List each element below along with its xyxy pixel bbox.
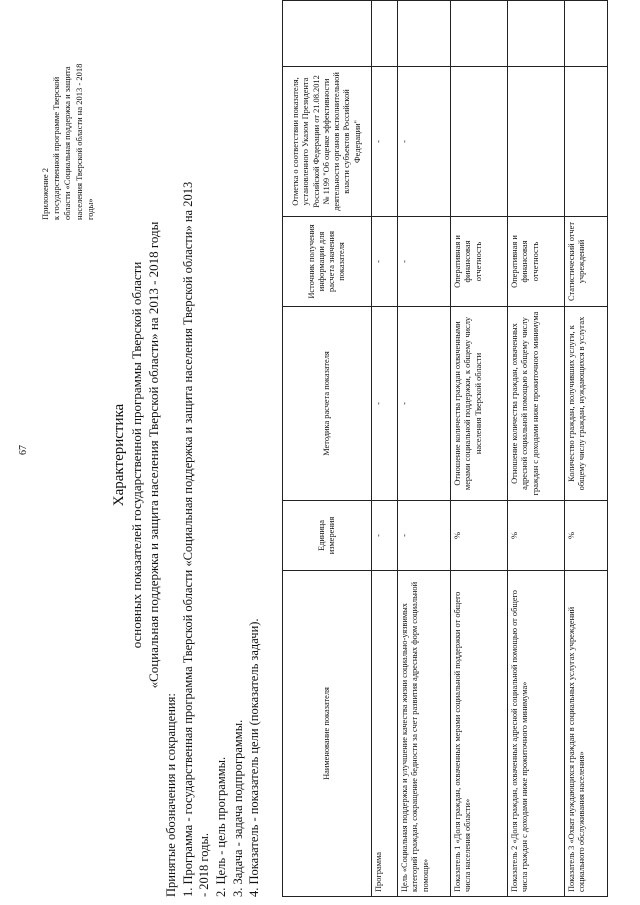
cell-unit: - <box>398 501 451 571</box>
cell-method: Количество граждан, получивших услуги, к общему числу граждан, нуждающихся в услугах <box>565 307 608 501</box>
table-row <box>451 1 508 897</box>
appendix-line: Приложение 2 <box>40 168 50 220</box>
table-row <box>508 1 565 897</box>
abbreviation-line: 3. Задача - задача подпрограммы. <box>230 719 245 897</box>
title-line-1: Характеристика <box>111 403 127 507</box>
appendix-line: годы» <box>84 198 95 220</box>
cell-source: Оперативная и финансовая отчетность <box>508 217 565 307</box>
header-empty <box>283 1 372 67</box>
cell-mark: - <box>372 67 398 217</box>
appendix-line: к государственной программе Тверской <box>51 76 62 220</box>
document-title <box>110 95 162 815</box>
cell-method: - <box>398 307 451 501</box>
page-number: 67 <box>18 445 29 455</box>
cell-name: Показатель 3 «Охват нуждающихся граждан в социальных услугах учреждений социального обслуживания населения» <box>565 571 608 897</box>
cell-source: Статистический отчет учреждений <box>565 217 608 307</box>
cell-empty <box>565 1 608 67</box>
cell-name: Показатель 2 «Доля граждан, охваченных адресной социальной помощью от общего числа граждан с доходами ниже прожиточного минимума» <box>508 571 565 897</box>
cell-name: Показатель 1 «Доля граждан, охваченных мерами социальной поддержки от общего числа населения области» <box>451 571 508 897</box>
cell-unit: % <box>451 501 508 571</box>
cell-name: Цель «Социальная поддержка и улучшение качества жизни социально-уязвимых категорий граждан, сокращение бедности за счет развития адресных форм социальной помощи» <box>398 571 451 897</box>
table-row <box>565 1 608 897</box>
cell-mark: - <box>398 67 451 217</box>
indicators-table <box>282 0 608 897</box>
cell-source: - <box>398 217 451 307</box>
abbreviations-heading: Принятые обозначения и сокращения: <box>164 693 178 897</box>
appendix-line: области «Социальная поддержка и защита <box>62 66 73 220</box>
cell-method: Отношение количества граждан охваченными мерами социальной поддержки, к общему числу населения Тверской области <box>451 307 508 501</box>
abbreviation-line: 2. Цель - цель программы. <box>213 756 228 897</box>
cell-name: Программа <box>372 571 398 897</box>
cell-empty <box>508 1 565 67</box>
appendix-note <box>40 5 96 220</box>
header-indicator-name: Наименование показателя <box>283 571 372 897</box>
cell-method: Отношение количества граждан, охваченных адресной социальной помощью к общему числу граждан с доходами ниже прожиточного минимума <box>508 307 565 501</box>
abbreviation-line: 4. Показатель - показатель цели (показатель задачи). <box>247 618 262 897</box>
cell-method: - <box>372 307 398 501</box>
cell-empty <box>451 1 508 67</box>
cell-source: Оперативная и финансовая отчетность <box>451 217 508 307</box>
table-row <box>372 1 398 897</box>
cell-unit: % <box>565 501 608 571</box>
cell-mark <box>565 67 608 217</box>
header-unit: Единица измерения <box>283 501 372 571</box>
cell-unit: - <box>372 501 398 571</box>
cell-empty <box>398 1 451 67</box>
cell-source: - <box>372 217 398 307</box>
title-line-2: основных показателей государственной программы Тверской области <box>129 261 145 649</box>
cell-mark <box>508 67 565 217</box>
table-row <box>398 1 451 897</box>
abbreviation-line: 1. Программа - государственная программа Тверской области «Социальная поддержка и защита населения Тверской области» на 2013 <box>180 181 195 897</box>
header-method: Методика расчета показателя <box>283 307 372 501</box>
cell-empty <box>372 1 398 67</box>
abbreviations-block <box>163 0 263 897</box>
cell-mark <box>451 67 508 217</box>
appendix-line: населения Тверской области на 2013 - 2018 <box>73 63 84 220</box>
table-header-row <box>283 1 372 897</box>
cell-unit: % <box>508 501 565 571</box>
header-decree-mark: Отметка о соответствии показателя, установленного Указом Президента Российской Федерации от 21.08.2012 № 1199 "Об оценке эффективности деятельности органов исполнительной власти субъектов Российской Федерации" <box>283 67 372 217</box>
title-line-3: «Социальная поддержка и защита населения Тверской области» на 2013 - 2018 годы <box>145 221 161 689</box>
header-source: Источник получения информации для расчета значения показателя <box>283 217 372 307</box>
abbreviation-line: - 2018 годы. <box>197 832 212 897</box>
